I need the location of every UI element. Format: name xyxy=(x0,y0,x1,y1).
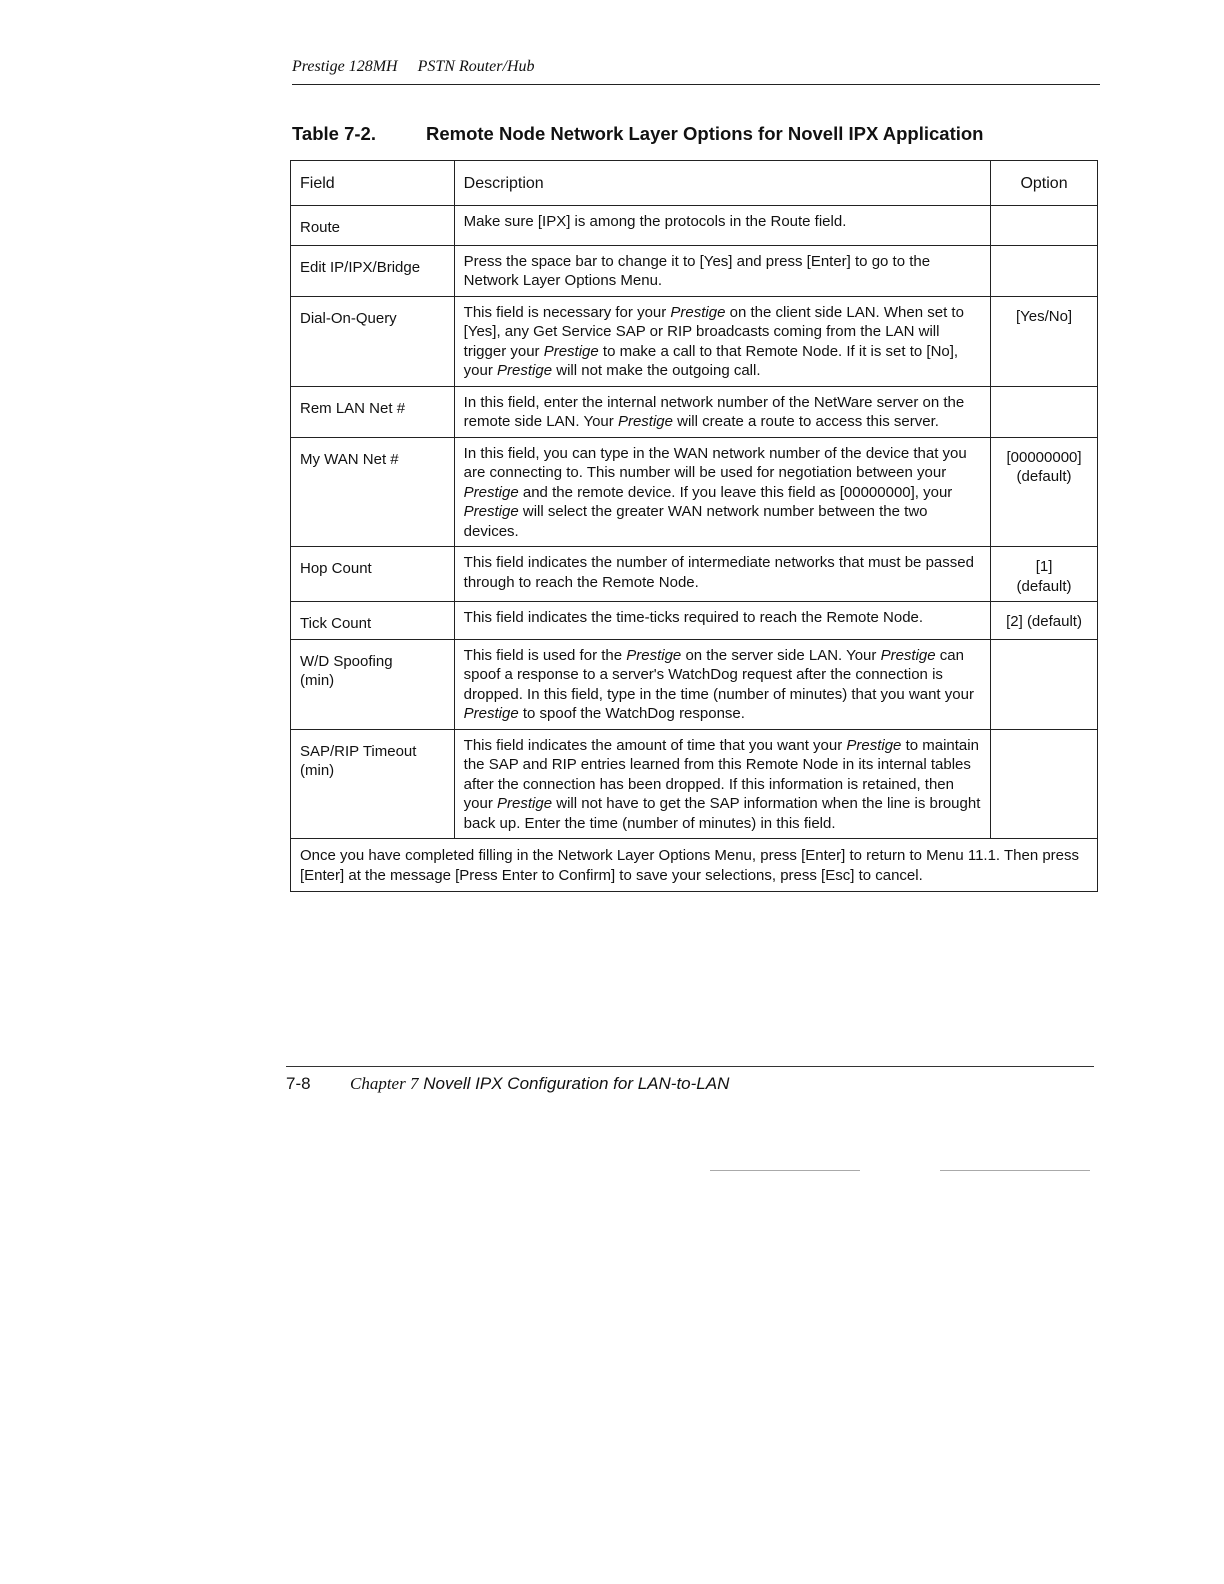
field-unit: (min) xyxy=(300,762,335,779)
product-name-emphasis: Prestige xyxy=(463,503,519,520)
description-text: on the client side LAN. When set to [Yes], any Get Service SAP or RIP broadcasts coming from the LAN will trigger your xyxy=(463,303,964,360)
description-text: to make a call to that Remote Node. If it is set to [No], your xyxy=(463,342,959,379)
cell-field xyxy=(291,296,455,386)
description-text: will create a route to access this server. xyxy=(672,413,939,430)
cell-description xyxy=(454,639,990,729)
option-value: [Yes/No] xyxy=(1015,307,1073,325)
chapter-prefix: Chapter 7 xyxy=(350,1074,419,1093)
options-table xyxy=(290,160,1098,892)
page-header xyxy=(292,58,1100,85)
page-number: 7-8 xyxy=(286,1074,311,1093)
description-text: to maintain the SAP and RIP entries learned from this Remote Node in its internal tables after the connection has been dropped. If this information is retained, then your xyxy=(463,736,979,812)
cell-field xyxy=(291,547,455,602)
table-row xyxy=(291,245,1098,296)
field-name: My WAN Net # xyxy=(300,450,399,468)
product-name-emphasis: Prestige xyxy=(626,646,682,664)
cell-description xyxy=(454,602,990,640)
description-text: In this field, enter the internal network number of the NetWare server on the remote side LAN. Your xyxy=(463,393,965,430)
product-name-emphasis: Prestige xyxy=(497,362,553,379)
option-default-note: (default) xyxy=(1016,468,1072,485)
header-product: Prestige 128MH xyxy=(292,58,398,75)
field-name: Edit IP/IPX/Bridge xyxy=(300,258,421,276)
description-text: will not have to get the SAP information when the line is brought back up. Enter the time (number of minutes) in this field. xyxy=(463,795,981,832)
table-row xyxy=(291,639,1098,729)
cell-description xyxy=(454,245,990,296)
table-body xyxy=(291,205,1098,839)
table-row xyxy=(291,602,1098,640)
description-text: Make sure [IPX] is among the protocols in the Route field. xyxy=(463,212,847,230)
cell-field xyxy=(291,205,455,245)
product-name-emphasis: Prestige xyxy=(846,736,902,754)
cell-description xyxy=(454,386,990,437)
table-footer-note: Once you have completed filling in the Network Layer Options Menu, press [Enter] to return to Menu 11.1. Then press [Enter] at the message [Press Enter to Confirm] to save your selections, press [Esc] to cancel. xyxy=(291,839,1098,892)
option-value: [00000000] xyxy=(1006,448,1082,466)
field-unit: (min) xyxy=(300,672,335,689)
field-name: SAP/RIP Timeout xyxy=(300,742,417,760)
cell-field xyxy=(291,245,455,296)
cell-option xyxy=(991,437,1098,547)
header-subtitle: PSTN Router/Hub xyxy=(417,58,535,75)
cell-field xyxy=(291,639,455,729)
column-header-description: Description xyxy=(454,161,990,206)
product-name-emphasis: Prestige xyxy=(880,646,936,664)
field-name: Rem LAN Net # xyxy=(300,399,406,417)
description-text: In this field, you can type in the WAN network number of the device that you are connecting to. This number will be used for negotiation between your xyxy=(463,444,967,481)
table-number: Table 7-2. xyxy=(292,123,376,144)
column-header-option: Option xyxy=(991,161,1098,206)
description-text: This field is used for the xyxy=(463,646,627,664)
table-caption xyxy=(292,123,1100,145)
cell-option xyxy=(991,639,1098,729)
cell-description xyxy=(454,729,990,839)
description-text: on the server side LAN. Your xyxy=(681,646,881,664)
product-name-emphasis: Prestige xyxy=(670,303,726,321)
description-text: will select the greater WAN network number between the two devices. xyxy=(463,503,928,540)
product-name-emphasis: Prestige xyxy=(497,795,553,812)
description-text: This field indicates the amount of time that you want your xyxy=(463,736,847,754)
table-row xyxy=(291,296,1098,386)
field-name: Hop Count xyxy=(300,560,372,577)
description-text: Press the space bar to change it to [Yes] and press [Enter] to go to the Network Layer Options Menu. xyxy=(463,252,931,289)
cell-description xyxy=(454,547,990,602)
cell-option xyxy=(991,296,1098,386)
description-text: will not make the outgoing call. xyxy=(552,362,761,379)
field-name: W/D Spoofing xyxy=(300,652,393,670)
cell-field xyxy=(291,386,455,437)
table-row xyxy=(291,386,1098,437)
option-default-note: (default) xyxy=(1016,577,1072,595)
description-text: This field indicates the time-ticks required to reach the Remote Node. xyxy=(463,609,924,626)
cell-field xyxy=(291,437,455,547)
description-text: This field indicates the number of intermediate networks that must be passed through to reach the Remote Node. xyxy=(463,554,974,591)
cell-field xyxy=(291,729,455,839)
cell-option xyxy=(991,205,1098,245)
field-name: Dial-On-Query xyxy=(300,309,397,327)
cell-description xyxy=(454,296,990,386)
description-text: to spoof the WatchDog response. xyxy=(518,705,745,722)
cell-option xyxy=(991,729,1098,839)
table-row xyxy=(291,437,1098,547)
field-name: Route xyxy=(300,218,341,236)
chapter-reference xyxy=(350,1074,729,1093)
scan-artifact-line xyxy=(300,1168,1090,1174)
product-name-emphasis: Prestige xyxy=(463,705,519,722)
cell-option xyxy=(991,602,1098,640)
table-row xyxy=(291,547,1098,602)
product-name-emphasis: Prestige xyxy=(543,342,599,360)
chapter-title: Novell IPX Configuration for LAN-to-LAN xyxy=(423,1074,730,1093)
column-header-field: Field xyxy=(291,161,455,206)
product-name-emphasis: Prestige xyxy=(463,483,519,501)
cell-option xyxy=(991,245,1098,296)
table-title: Remote Node Network Layer Options for Novell IPX Application xyxy=(426,123,984,144)
cell-description xyxy=(454,437,990,547)
table-row xyxy=(291,729,1098,839)
cell-field xyxy=(291,602,455,640)
option-value: [1] xyxy=(1035,558,1053,575)
cell-option xyxy=(991,386,1098,437)
cell-description xyxy=(454,205,990,245)
cell-option xyxy=(991,547,1098,602)
table-footer-row xyxy=(291,839,1098,892)
table-row xyxy=(291,205,1098,245)
field-name: Tick Count xyxy=(300,615,372,632)
product-name-emphasis: Prestige xyxy=(617,413,673,430)
description-text: This field is necessary for your xyxy=(463,303,671,321)
option-value: [2] (default) xyxy=(1006,613,1082,630)
page-footer xyxy=(286,1066,1094,1094)
table-header-row xyxy=(291,161,1098,206)
description-text: and the remote device. If you leave this field as [00000000], your xyxy=(518,483,953,501)
description-text: can spoof a response to a server's WatchDog request after the connection is dropped. In this field, type in the time (number of minutes) that you want your xyxy=(463,646,974,703)
